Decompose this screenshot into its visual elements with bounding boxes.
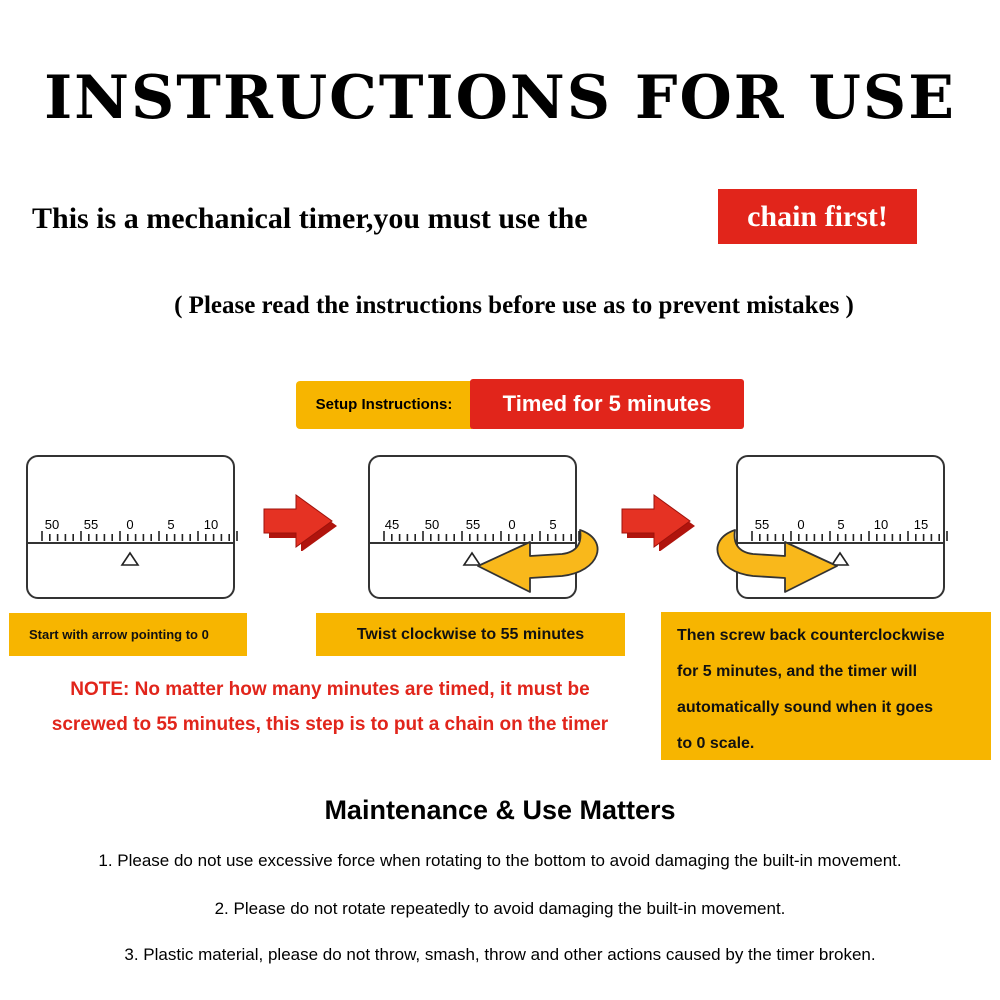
dial-tick-label: 10	[873, 517, 889, 532]
dial-tick-label: 15	[913, 517, 929, 532]
setup-label: Setup Instructions:	[296, 381, 472, 429]
maintenance-item: 2. Please do not rotate repeatedly to avoid damaging the built-in movement.	[214, 899, 786, 918]
dial-tick-label: 5	[167, 517, 175, 532]
step-3-line: to 0 scale.	[677, 735, 755, 752]
chain-first-badge: chain first!	[718, 189, 917, 244]
chain-note	[0, 672, 660, 742]
step-3-line: Then screw back counterclockwise	[677, 627, 945, 644]
dial-tick-label: 0	[126, 517, 134, 532]
dial-scale-1	[28, 457, 233, 597]
dial-tick-label: 45	[384, 517, 400, 532]
setup-value: Timed for 5 minutes	[470, 379, 744, 429]
dial-tick-label: 50	[424, 517, 440, 532]
dial-tick-label: 5	[549, 517, 557, 532]
step-2-caption: Twist clockwise to 55 minutes	[316, 613, 625, 656]
step-1-caption: Start with arrow pointing to 0	[9, 613, 247, 656]
maintenance-item: 1. Please do not use excessive force when rotating to the bottom to avoid damaging the built-in movement.	[98, 851, 902, 870]
pointer-triangle-icon	[122, 553, 138, 565]
curved-arrow-icon	[470, 520, 610, 600]
dial-tick-label: 55	[83, 517, 99, 532]
maintenance-heading: Maintenance & Use Matters	[324, 795, 676, 825]
step-3-line: automatically sound when it goes	[677, 699, 934, 716]
read-note: ( Please read the instructions before use as to prevent mistakes )	[174, 292, 854, 319]
curved-arrow-icon	[705, 520, 845, 600]
right-arrow-icon	[618, 493, 698, 551]
intro-text: This is a mechanical timer,you must use the	[32, 202, 588, 235]
dial-tick-label: 0	[508, 517, 516, 532]
timer-dial-start	[26, 455, 235, 599]
note-line: screwed to 55 minutes, this step is to put a chain on the timer	[51, 714, 609, 735]
step-3-caption	[661, 612, 991, 760]
step-3-line: for 5 minutes, and the timer will	[677, 663, 918, 680]
maintenance-item: 3. Plastic material, please do not throw, smash, throw and other actions caused by the timer broken.	[124, 945, 876, 964]
dial-tick-label: 0	[797, 517, 805, 532]
note-line: NOTE: No matter how many minutes are timed, it must be	[70, 679, 590, 700]
dial-tick-label: 55	[754, 517, 770, 532]
right-arrow-icon	[260, 493, 340, 551]
dial-tick-label: 10	[203, 517, 219, 532]
dial-tick-label: 55	[465, 517, 481, 532]
page-title: INSTRUCTIONS FOR USE	[44, 63, 956, 133]
dial-tick-label: 5	[837, 517, 845, 532]
dial-tick-label: 50	[44, 517, 60, 532]
